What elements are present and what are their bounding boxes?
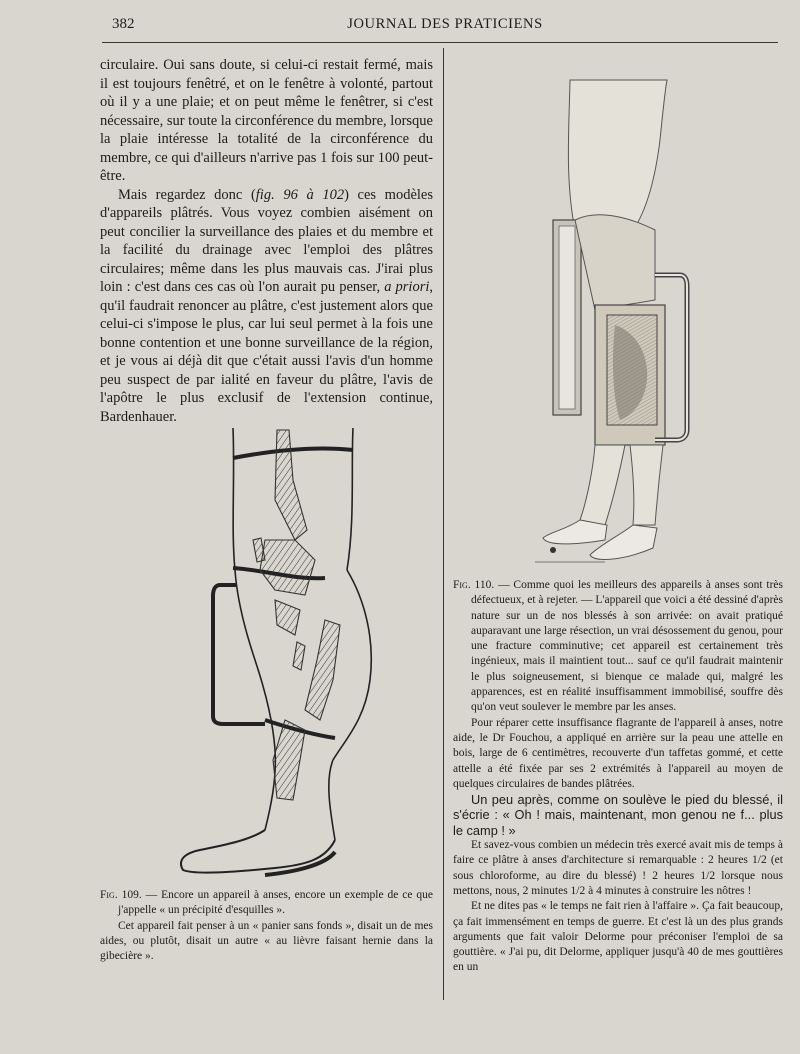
figure-109-caption: [100, 888, 433, 964]
figure-110-caption: [453, 578, 783, 976]
running-header: [112, 16, 778, 38]
caption-110-p1: Fig. 110. — Comme quoi les meilleurs des appareils à anses sont très défectueux, et à rejeter. — L'appareil que voici a été dessiné d'après nature sur un de nos blessés à son arrivée: on avait pratiqué auparavant une large résection, un vrai désossement du genou, pour une fracture comminutive; cet appareil est certainement très ingénieux, mais il maintient tout... sauf ce qu'il faudrait maintenir le plus soigneusement, si bienque ce malade qui, malgré les apparences, est en réalité insuffisamment immobilisé, souffre dès qu'on veut soulever le membre par les anses.: [453, 579, 783, 714]
caption-110-p5: Et ne dites pas « le temps ne fait rien à l'affaire ». Ça fait beaucoup, ça fait immensément en temps de guerre. Et c'est là un des plus grands arguments que fait valoir Delorme pour préconiser l'emploi de sa gouttière. « J'ai pu, dit Delorme, appliquer jusqu'à 40 de mes gouttières en un: [453, 900, 783, 974]
left-column-text: [100, 56, 433, 426]
figure-109-leg-drawing: [165, 420, 380, 885]
caption-110-p2: Pour réparer cette insuffisance flagrante de l'appareil à anses, notre aide, le Dr Fouchou, a appliqué en arrière sur la peau une attelle en bois, large de 6 centimètres, recouverte d'un taffetas gommé, et cette attelle a été fixée par ses 2 extrémités à l'appareil au moyen de quelques circulaires de bandes plâtrées.: [453, 716, 783, 790]
caption-110-p3: Un peu après, comme on soulève le pied du blessé, il s'écrie : « Oh ! mais, maintenant, mon genou ne f... plus le camp ! »: [453, 792, 783, 838]
figure-110-leg-drawing: [535, 70, 760, 575]
caption-109-line1: Fig. 109. — Encore un appareil à anses, encore un exemple de ce que j'appelle « un précipité d'esquilles ».: [100, 889, 434, 917]
column-divider: [443, 48, 444, 1000]
figure-reference: fig. 96 à 102: [255, 186, 345, 203]
page-number: 382: [112, 16, 135, 32]
caption-110-label: Fig. 110.: [453, 579, 495, 591]
paragraph-2: Mais regardez donc (fig. 96 à 102) ces modèles d'appareils plâtrés. Vous voyez combien aisément on peut concilier la surveillance des plaies et du membre et la facilité du drainage avec l'emploi des plâtres circulaires; même dans les plus mauvais cas. J'irai plus loin : c'est dans ces cas où l'on aurait pu penser, a priori, qu'il faudrait renoncer au plâtre, c'est justement alors que celui-ci s'impose le plus, car lui seul permet à la fois une bonne contention et une bonne surveillance de la région, et je vous ai déjà dit que c'était aussi l'avis d'un homme peu suspect de par ialité en faveur du plâtre, l'avis de l'apôtre le plus exclusif de l'extension continue, Bardenhauer.: [100, 186, 433, 425]
latin-term: a priori: [384, 279, 430, 295]
caption-109-label: Fig. 109.: [100, 889, 142, 901]
journal-title: JOURNAL DES PRATICIENS: [347, 16, 543, 32]
header-rule: [102, 42, 778, 43]
caption-109-line2: Cet appareil fait penser à un « panier sans fonds », disait un de mes aides, ou plutôt, disait un autre « au lièvre faisant hernie dans la gibecière ».: [100, 919, 433, 963]
caption-110-p4: Et savez-vous combien un médecin très exercé avait mis de temps à faire ce plâtre à anses d'architecture si remarquable : 2 heures 1/2 (et sous chloroforme, au dire du blessé) ! 2 heures 1/2 lorsque nous mettons, nous, 2 minutes 1/2 à 4 minutes à construire les nôtres !: [453, 839, 783, 897]
paragraph-1: circulaire. Oui sans doute, si celui-ci restait fermé, mais il est toujours fenêtré, et on le fenêtre à volonté, partout où il y a une plaie; et on peut même le fenêtrer, si c'est nécessaire, sur toute la circonférence du membre, lorsque la plaie intéresse la totalité de la circonférence du membre, ce qui d'ailleurs n'arrive pas 1 fois sur 100 peut-être.: [100, 57, 433, 184]
